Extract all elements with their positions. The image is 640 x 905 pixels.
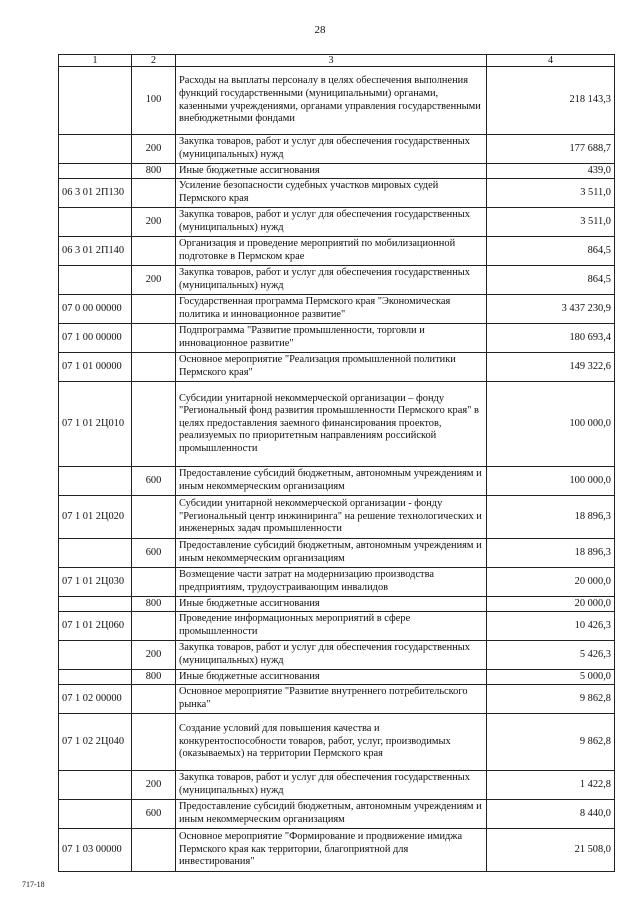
row-name: Иные бюджетные ассигнования	[176, 597, 487, 612]
table-row	[59, 208, 615, 237]
table-row	[59, 597, 615, 612]
row-type: 200	[132, 208, 176, 237]
row-name: Предоставление субсидий бюджетным, автономным учреждениям и иным некоммерческим организациям	[176, 467, 487, 496]
row-amount: 3 511,0	[487, 208, 615, 237]
row-code	[59, 164, 132, 179]
row-code: 07 1 01 2Ц010	[59, 382, 132, 467]
row-name: Основное мероприятие "Формирование и продвижение имиджа Пермского края как территории, благоприятной для инвестирования"	[176, 829, 487, 872]
row-code	[59, 670, 132, 685]
row-type: 800	[132, 597, 176, 612]
row-type	[132, 496, 176, 539]
table-row	[59, 135, 615, 164]
row-name: Создание условий для повышения качества и конкурентоспособности товаров, работ, услуг, производимых (оказываемых) на территории Пермского края	[176, 714, 487, 771]
row-amount: 177 688,7	[487, 135, 615, 164]
row-type	[132, 353, 176, 382]
header-col-3: 3	[176, 55, 487, 67]
row-name: Иные бюджетные ассигнования	[176, 670, 487, 685]
footer-code: 717-18	[22, 880, 45, 889]
row-name: Основное мероприятие "Реализация промышленной политики Пермского края"	[176, 353, 487, 382]
row-type	[132, 382, 176, 467]
page-number: 28	[314, 24, 326, 36]
row-code	[59, 597, 132, 612]
row-name: Возмещение части затрат на модернизацию производства предприятиям, трудоустраивающим инвалидов	[176, 568, 487, 597]
table-row	[59, 467, 615, 496]
row-type	[132, 324, 176, 353]
row-amount: 20 000,0	[487, 597, 615, 612]
row-type: 600	[132, 467, 176, 496]
row-amount: 8 440,0	[487, 800, 615, 829]
table-row	[59, 612, 615, 641]
row-amount: 149 322,6	[487, 353, 615, 382]
header-col-2: 2	[132, 55, 176, 67]
row-amount: 180 693,4	[487, 324, 615, 353]
row-type	[132, 179, 176, 208]
row-amount: 9 862,8	[487, 714, 615, 771]
row-type: 600	[132, 800, 176, 829]
row-type: 200	[132, 641, 176, 670]
row-code: 07 1 02 00000	[59, 685, 132, 714]
row-type: 100	[132, 67, 176, 135]
row-code	[59, 208, 132, 237]
row-amount: 218 143,3	[487, 67, 615, 135]
table-row	[59, 496, 615, 539]
row-name: Проведение информационных мероприятий в сфере промышленности	[176, 612, 487, 641]
row-code	[59, 467, 132, 496]
header-row	[59, 55, 615, 67]
row-code: 07 0 00 00000	[59, 295, 132, 324]
row-name: Организация и проведение мероприятий по мобилизационной подготовке в Пермском крае	[176, 237, 487, 266]
table-row	[59, 800, 615, 829]
row-name: Подпрограмма "Развитие промышленности, торговли и инновационное развитие"	[176, 324, 487, 353]
row-name: Закупка товаров, работ и услуг для обеспечения государственных (муниципальных) нужд	[176, 266, 487, 295]
table-row	[59, 382, 615, 467]
row-name: Расходы на выплаты персоналу в целях обеспечения выполнения функций государственными (муниципальными) органами, казенными учреждениями, органами управления государственными внебюджетными фондами	[176, 67, 487, 135]
row-type: 200	[132, 771, 176, 800]
budget-table	[58, 54, 615, 872]
table-row	[59, 266, 615, 295]
row-type: 800	[132, 164, 176, 179]
table-row	[59, 670, 615, 685]
row-code: 07 1 00 00000	[59, 324, 132, 353]
row-amount: 5 426,3	[487, 641, 615, 670]
row-amount: 9 862,8	[487, 685, 615, 714]
table-row	[59, 237, 615, 266]
row-name: Закупка товаров, работ и услуг для обеспечения государственных (муниципальных) нужд	[176, 208, 487, 237]
row-name: Усиление безопасности судебных участков мировых судей Пермского края	[176, 179, 487, 208]
row-amount: 864,5	[487, 237, 615, 266]
row-amount: 100 000,0	[487, 467, 615, 496]
row-amount: 18 896,3	[487, 496, 615, 539]
row-amount: 20 000,0	[487, 568, 615, 597]
row-type: 600	[132, 539, 176, 568]
row-code	[59, 641, 132, 670]
row-name: Государственная программа Пермского края "Экономическая политика и инновационное развитие"	[176, 295, 487, 324]
table-row	[59, 568, 615, 597]
row-type	[132, 829, 176, 872]
row-amount: 100 000,0	[487, 382, 615, 467]
row-code	[59, 771, 132, 800]
row-code	[59, 539, 132, 568]
table-row	[59, 641, 615, 670]
row-name: Субсидии унитарной некоммерческой организации – фонду "Региональный фонд развития промышленности Пермского края" в целях предоставления заемного финансирования проектов, реализуемых по приоритетным направлениям российской промышленности	[176, 382, 487, 467]
header-col-1: 1	[59, 55, 132, 67]
row-type	[132, 714, 176, 771]
row-amount: 439,0	[487, 164, 615, 179]
row-amount: 18 896,3	[487, 539, 615, 568]
row-type	[132, 295, 176, 324]
row-name: Субсидии унитарной некоммерческой организации - фонду "Региональный центр инжиниринга" на решение технологических и инженерных задач промышленности	[176, 496, 487, 539]
row-name: Иные бюджетные ассигнования	[176, 164, 487, 179]
row-amount: 3 511,0	[487, 179, 615, 208]
row-code: 07 1 01 00000	[59, 353, 132, 382]
table-row	[59, 324, 615, 353]
row-amount: 5 000,0	[487, 670, 615, 685]
table-row	[59, 539, 615, 568]
row-code	[59, 135, 132, 164]
table-row	[59, 295, 615, 324]
row-amount: 864,5	[487, 266, 615, 295]
row-amount: 10 426,3	[487, 612, 615, 641]
table-row	[59, 685, 615, 714]
row-amount: 1 422,8	[487, 771, 615, 800]
table-row	[59, 771, 615, 800]
table-row	[59, 164, 615, 179]
row-type	[132, 685, 176, 714]
row-name: Закупка товаров, работ и услуг для обеспечения государственных (муниципальных) нужд	[176, 135, 487, 164]
row-code: 07 1 01 2Ц020	[59, 496, 132, 539]
table-row	[59, 714, 615, 771]
row-code: 07 1 01 2Ц060	[59, 612, 132, 641]
row-name: Закупка товаров, работ и услуг для обеспечения государственных (муниципальных) нужд	[176, 771, 487, 800]
table-row	[59, 179, 615, 208]
row-code: 06 3 01 2П140	[59, 237, 132, 266]
row-name: Предоставление субсидий бюджетным, автономным учреждениям и иным некоммерческим организациям	[176, 800, 487, 829]
row-name: Закупка товаров, работ и услуг для обеспечения государственных (муниципальных) нужд	[176, 641, 487, 670]
row-code: 06 3 01 2П130	[59, 179, 132, 208]
row-code: 07 1 01 2Ц030	[59, 568, 132, 597]
row-code	[59, 800, 132, 829]
row-type: 200	[132, 135, 176, 164]
row-type: 200	[132, 266, 176, 295]
row-type	[132, 568, 176, 597]
row-code	[59, 67, 132, 135]
row-name: Основное мероприятие "Развитие внутреннего потребительского рынка"	[176, 685, 487, 714]
table-row	[59, 829, 615, 872]
row-amount: 3 437 230,9	[487, 295, 615, 324]
table-row	[59, 67, 615, 135]
header-col-4: 4	[487, 55, 615, 67]
row-code: 07 1 02 2Ц040	[59, 714, 132, 771]
row-amount: 21 508,0	[487, 829, 615, 872]
row-type	[132, 612, 176, 641]
row-name: Предоставление субсидий бюджетным, автономным учреждениям и иным некоммерческим организациям	[176, 539, 487, 568]
row-code	[59, 266, 132, 295]
table-row	[59, 353, 615, 382]
row-type	[132, 237, 176, 266]
row-type: 800	[132, 670, 176, 685]
row-code: 07 1 03 00000	[59, 829, 132, 872]
